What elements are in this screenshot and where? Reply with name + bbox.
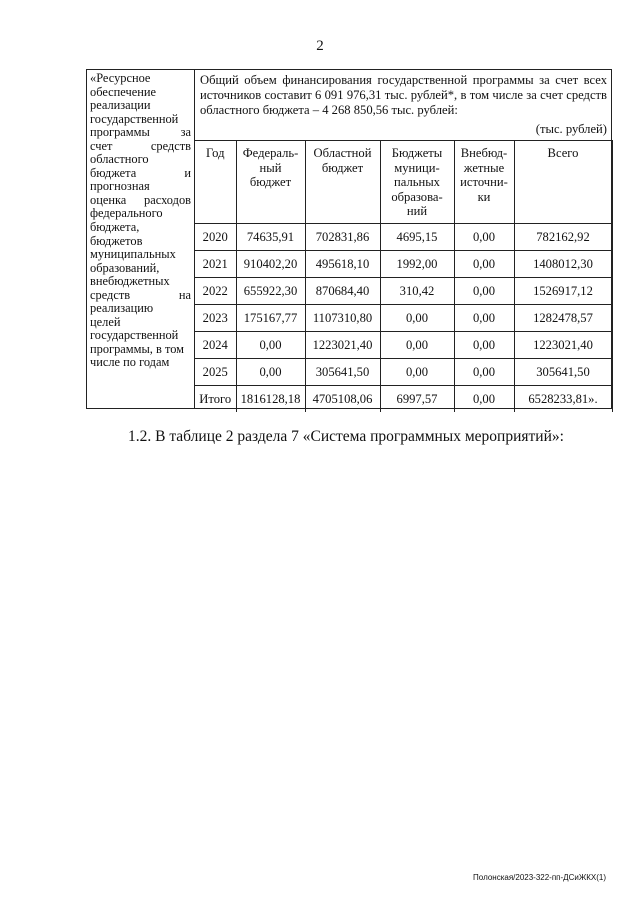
table-cell: 1408012,30 xyxy=(514,251,612,278)
label-line: числе по годам xyxy=(90,356,170,370)
column-header: Внебюд- жетные источни- ки xyxy=(454,141,514,224)
table-cell: 0,00 xyxy=(454,332,514,359)
table-cell: 0,00 xyxy=(380,332,454,359)
table-cell: 1107310,80 xyxy=(305,305,380,332)
table-cell: 0,00 xyxy=(236,359,305,386)
table-row xyxy=(195,278,612,305)
label-line: программы, в том xyxy=(90,342,185,356)
label-word: и xyxy=(184,166,191,180)
label-word: средств xyxy=(150,139,191,153)
table-cell: 310,42 xyxy=(380,278,454,305)
label-line: бюджета, xyxy=(90,221,140,235)
page-number: 2 xyxy=(316,38,324,54)
label-word: расходов xyxy=(144,193,191,207)
table-cell: 6528233,81». xyxy=(514,386,612,413)
financing-intro: Общий объем финансирования государственной программы за счет всех источников составит 6 091 976,31 тыс. рублей*, в том числе за счет средств областного бюджета – 4 268 850,56 тыс. рублей: xyxy=(200,73,607,117)
table-cell: 2020 xyxy=(195,224,236,251)
label-line: «Ресурсное xyxy=(90,72,151,85)
table-cell: 305641,50 xyxy=(514,359,612,386)
label-line xyxy=(90,194,191,208)
table-cell: 305641,50 xyxy=(305,359,380,386)
table-cell: 2021 xyxy=(195,251,236,278)
table-cell: 702831,86 xyxy=(305,224,380,251)
table-cell: 74635,91 xyxy=(236,224,305,251)
label-line xyxy=(90,289,191,303)
column-header: Всего xyxy=(514,141,612,224)
units-label: (тыс. рублей) xyxy=(535,122,607,136)
label-line: образований, xyxy=(90,261,160,275)
financing-table xyxy=(195,140,613,412)
table-cell: 910402,20 xyxy=(236,251,305,278)
label-word: оценка xyxy=(90,193,127,207)
table-cell: 2025 xyxy=(195,359,236,386)
table-cell: 0,00 xyxy=(380,305,454,332)
table-cell: 4695,15 xyxy=(380,224,454,251)
table-cell: 655922,30 xyxy=(236,278,305,305)
table-cell: 1223021,40 xyxy=(514,332,612,359)
table-header-row xyxy=(195,141,612,224)
label-word: за xyxy=(180,126,191,140)
table-cell: 495618,10 xyxy=(305,251,380,278)
label-word: счет xyxy=(90,139,113,153)
table-cell: 0,00 xyxy=(454,278,514,305)
table-row xyxy=(195,386,612,413)
label-line: федерального xyxy=(90,207,163,221)
resource-table xyxy=(86,69,612,409)
table-row xyxy=(195,224,612,251)
label-line: внебюджетных xyxy=(90,275,170,289)
table-cell: 0,00 xyxy=(454,305,514,332)
financing-cell xyxy=(195,70,611,408)
table-row xyxy=(195,359,612,386)
label-line: обеспечение xyxy=(90,85,156,99)
label-line: реализации xyxy=(90,99,151,113)
column-header: Бюджеты муници- пальных образова- ний xyxy=(380,141,454,224)
label-line: государственной xyxy=(90,329,179,343)
table-cell: 2024 xyxy=(195,332,236,359)
label-line xyxy=(90,167,191,181)
table-cell: 0,00 xyxy=(236,332,305,359)
label-line: целей xyxy=(90,315,121,329)
section-note: 1.2. В таблице 2 раздела 7 «Система программных мероприятий»: xyxy=(128,428,564,445)
label-line: реализацию xyxy=(90,302,154,316)
table-cell: 6997,57 xyxy=(380,386,454,413)
label-line: государственной xyxy=(90,112,179,126)
table-cell: 782162,92 xyxy=(514,224,612,251)
table-cell: 870684,40 xyxy=(305,278,380,305)
label-line: областного xyxy=(90,153,149,167)
table-cell: 175167,77 xyxy=(236,305,305,332)
table-row xyxy=(195,251,612,278)
label-line: прогнозная xyxy=(90,180,150,194)
table-row xyxy=(195,305,612,332)
label-word: на xyxy=(178,288,191,302)
table-cell: 2022 xyxy=(195,278,236,305)
column-header: Год xyxy=(195,141,236,224)
label-line: бюджетов xyxy=(90,234,143,248)
table-cell: 1223021,40 xyxy=(305,332,380,359)
resource-label-cell xyxy=(87,70,195,408)
label-word: средств xyxy=(90,288,131,302)
column-header: Областной бюджет xyxy=(305,141,380,224)
table-cell: 0,00 xyxy=(454,386,514,413)
table-cell: 0,00 xyxy=(380,359,454,386)
label-word: программы xyxy=(90,126,150,140)
label-line: муниципальных xyxy=(90,248,176,262)
column-header: Федераль- ный бюджет xyxy=(236,141,305,224)
table-cell: 0,00 xyxy=(454,224,514,251)
document-footer: Полонская/2023-322-пп-ДСиЖКХ(1) xyxy=(473,873,606,882)
table-cell: Итого xyxy=(195,386,236,413)
table-cell: 1526917,12 xyxy=(514,278,612,305)
table-row xyxy=(195,332,612,359)
label-word: бюджета xyxy=(90,166,137,180)
table-cell: 0,00 xyxy=(454,251,514,278)
table-cell: 0,00 xyxy=(454,359,514,386)
label-line xyxy=(90,126,191,140)
table-cell: 2023 xyxy=(195,305,236,332)
table-cell: 4705108,06 xyxy=(305,386,380,413)
table-cell: 1992,00 xyxy=(380,251,454,278)
table-cell: 1816128,18 xyxy=(236,386,305,413)
table-cell: 1282478,57 xyxy=(514,305,612,332)
label-line xyxy=(90,140,191,154)
